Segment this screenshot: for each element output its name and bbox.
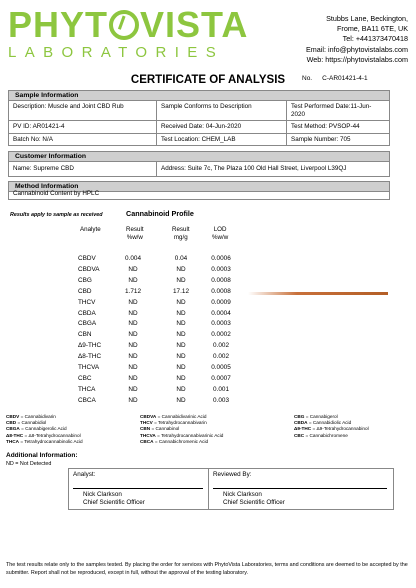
column-header-analyte: Analyte xyxy=(80,226,101,233)
footer-disclaimer: The test results relate only to the samples tested. By placing the order for services with PhytoVista Laboratories, terms and conditions are deemed to be accepted by the submitter. Report shall not be reproduced, except in full, without the approval of the testing laboratory. xyxy=(6,562,408,576)
result-percent-cell: ND xyxy=(128,320,138,328)
result-mg-cell: ND xyxy=(176,276,186,284)
customer-address: Address: Suite 7c, The Plaza 100 Old Hall Street, Liverpool L39QJ xyxy=(161,165,347,172)
result-percent-cell: ND xyxy=(128,364,138,371)
lod-cell: 0.003 xyxy=(213,396,229,404)
abbreviations-col-3 xyxy=(294,414,369,439)
analyte-cell: CBDA xyxy=(78,309,96,317)
test-performed-date: Test Performed Date:11-Jun-2020 xyxy=(287,101,389,121)
abbreviations-col-1 xyxy=(6,414,83,445)
method-info-box xyxy=(8,191,390,200)
address-line: Web: https://phytovistalabs.com xyxy=(306,54,408,64)
result-percent-cell: ND xyxy=(128,396,138,404)
lod-cell: 0.002 xyxy=(213,342,229,350)
analyst-signature xyxy=(69,469,209,509)
lod-cell: 0.0007 xyxy=(211,374,231,382)
table-row xyxy=(0,309,416,319)
analyte-cell: CBDV xyxy=(78,255,96,262)
table-row xyxy=(0,385,416,395)
table-row xyxy=(0,341,416,351)
result-mg-cell: ND xyxy=(176,320,186,328)
address-line: Email: info@phytovistalabs.com xyxy=(306,44,408,54)
received-date: Received Date: 04-Jun-2020 xyxy=(157,121,287,134)
lod-cell: 0.0009 xyxy=(211,298,231,306)
lod-cell: 0.0003 xyxy=(211,265,231,273)
result-mg-cell: 0.04 xyxy=(174,255,188,262)
pv-id: PV ID: AR01421-4 xyxy=(9,121,157,134)
customer-name: Name: Supreme CBD xyxy=(9,162,157,176)
lod-cell: 0.0008 xyxy=(211,287,231,295)
result-mg-cell: 17.12 xyxy=(173,287,189,295)
analyte-cell: CBGA xyxy=(78,320,97,328)
abbreviation-item: CBDV = Cannabidivarin xyxy=(6,414,56,419)
abbreviation-item: THCV = Tetrahydrocannabivarin xyxy=(140,420,207,426)
sample-info-table xyxy=(8,100,390,146)
analyte-cell: CBN xyxy=(78,331,92,339)
analyte-cell: CBD xyxy=(78,287,92,295)
result-mg-cell: ND xyxy=(176,342,186,350)
test-method: Test Method: PVSOP-44 xyxy=(287,121,389,134)
logo-wordmark: PHYT VISTA xyxy=(8,4,249,45)
result-mg-cell: ND xyxy=(176,374,186,382)
lod-cell: 0.0008 xyxy=(211,276,231,284)
certificate-number: No. C-AR01421-4-1 xyxy=(302,75,368,82)
reviewer-label: Reviewed By: xyxy=(213,471,252,478)
sample-number: Sample Number: 705 xyxy=(291,136,351,143)
page-title: CERTIFICATE OF ANALYSIS xyxy=(130,74,286,86)
method-description: Cannabinoid Content by HPLC xyxy=(13,190,100,197)
lod-cell: 0.002 xyxy=(213,353,229,361)
analyte-cell: Δ9-THC xyxy=(78,342,102,350)
column-header-result-percent: Result %w/w xyxy=(126,226,144,241)
abbreviation-item: CBG = Cannabigerol xyxy=(294,414,338,419)
abbreviation-item: CBDA = Cannabidiolic Acid xyxy=(294,420,352,426)
signature-line xyxy=(73,488,203,489)
lod-cell: 0.0002 xyxy=(211,331,231,339)
lod-cell: 0.0006 xyxy=(211,255,231,262)
result-percent-cell: ND xyxy=(128,265,138,273)
analyst-details: Nick Clarkson Chief Scientific Officer xyxy=(83,491,145,506)
result-percent-cell: ND xyxy=(128,331,138,339)
table-row xyxy=(0,396,416,406)
abbreviation-item: CBGA = Cannabigerolic Acid xyxy=(6,426,67,432)
abbreviation-item: CBN = Cannabinol xyxy=(140,426,180,432)
company-address xyxy=(306,14,408,65)
abbreviations-col-2 xyxy=(140,414,223,445)
table-row xyxy=(0,254,416,264)
abbreviation-item: CBDVA = Cannabidivarinic Acid xyxy=(140,414,207,419)
result-mg-cell: ND xyxy=(176,298,186,306)
reviewer-signature xyxy=(209,469,393,509)
result-mg-cell: ND xyxy=(176,309,186,317)
result-mg-cell: ND xyxy=(176,265,186,273)
logo-subtitle: LABORATORIES xyxy=(8,44,225,61)
lod-cell: 0.0003 xyxy=(211,320,231,328)
column-header-result-mg: Result mg/g xyxy=(172,226,190,241)
signature-line xyxy=(213,488,387,489)
analyte-cell: THCVA xyxy=(78,364,100,371)
analyte-cell: CBDVA xyxy=(78,265,100,273)
result-percent-cell: ND xyxy=(128,353,138,361)
table-row xyxy=(0,298,416,308)
analyte-cell: THCV xyxy=(78,298,96,306)
abbreviation-item: Δ8-THC = Δ8-Tetrahydrocannabinol xyxy=(6,432,81,438)
abbreviation-item: CBC = Cannabichromene xyxy=(294,432,348,438)
method-info-heading: Method Information xyxy=(8,181,390,192)
table-row xyxy=(0,374,416,384)
column-header-lod: LOD %w/w xyxy=(212,226,229,241)
address-line: Stubbs Lane, Beckington, xyxy=(326,14,408,23)
address-line: Frome, BA11 6TE, UK xyxy=(337,24,408,34)
analyte-cell: CBG xyxy=(78,276,92,284)
result-percent-cell: 1.712 xyxy=(125,287,141,295)
lod-cell: 0.0004 xyxy=(211,309,231,317)
abbreviation-item: CBCA = Cannabichromenic Acid xyxy=(140,438,209,444)
analyte-cell: THCA xyxy=(78,385,96,393)
sample-description: Description: Muscle and Joint CBD Rub xyxy=(9,101,157,121)
table-row xyxy=(0,330,416,340)
result-percent-cell: ND xyxy=(128,298,138,306)
result-percent-cell: 0.004 xyxy=(125,255,141,262)
reviewer-details: Nick Clarkson Chief Scientific Officer xyxy=(223,491,285,506)
abbreviation-item: CBD = Cannabidiol xyxy=(6,420,47,426)
result-percent-cell: ND xyxy=(128,309,138,317)
profile-title: Cannabinoid Profile xyxy=(126,209,194,218)
sample-conforms: Sample Conforms to Description xyxy=(157,101,287,121)
additional-info-heading: Additional Information: xyxy=(6,452,78,459)
customer-info-table xyxy=(8,161,390,177)
analyte-cell: Δ8-THC xyxy=(78,353,102,361)
table-row xyxy=(0,265,416,275)
result-percent-cell: ND xyxy=(128,385,138,393)
table-row xyxy=(0,363,416,373)
abbreviation-item: Δ9-THC = Δ9-Tetrahydrocannabinol xyxy=(294,426,369,432)
cbd-highlight-bar xyxy=(248,292,388,295)
additional-info-text: ND = Not Detected xyxy=(6,461,52,467)
address-line: Tel: +441373470418 xyxy=(342,34,408,44)
abbreviation-item: THCVA = Tetrahydrocannabivarinic Acid xyxy=(140,432,224,438)
sample-info-heading: Sample Information xyxy=(8,90,390,101)
customer-info-heading: Customer Information xyxy=(8,151,390,162)
result-mg-cell: ND xyxy=(176,385,186,393)
analyte-cell: CBCA xyxy=(78,396,96,404)
result-mg-cell: ND xyxy=(176,396,186,404)
table-row xyxy=(0,276,416,286)
test-location: Test Location: CHEM_LAB xyxy=(157,134,287,145)
result-percent-cell: ND xyxy=(128,342,138,350)
company-logo xyxy=(8,6,258,62)
signature-box xyxy=(68,468,394,510)
result-percent-cell: ND xyxy=(128,374,138,382)
lod-cell: 0.001 xyxy=(213,385,229,393)
logo-leaf-icon xyxy=(109,10,139,40)
analyst-label: Analyst: xyxy=(73,471,96,478)
batch-number: Batch No: N/A xyxy=(9,134,157,145)
table-row xyxy=(0,352,416,362)
result-mg-cell: ND xyxy=(176,353,186,361)
lod-cell: 0.0005 xyxy=(211,364,231,371)
result-percent-cell: ND xyxy=(128,276,138,284)
abbreviation-item: THCA = Tetrahydrocannabinolic Acid xyxy=(6,438,83,444)
result-mg-cell: ND xyxy=(176,364,186,371)
analyte-cell: CBC xyxy=(78,374,92,382)
results-note: Results apply to sample as received xyxy=(10,212,103,218)
result-mg-cell: ND xyxy=(176,331,186,339)
table-row xyxy=(0,319,416,329)
